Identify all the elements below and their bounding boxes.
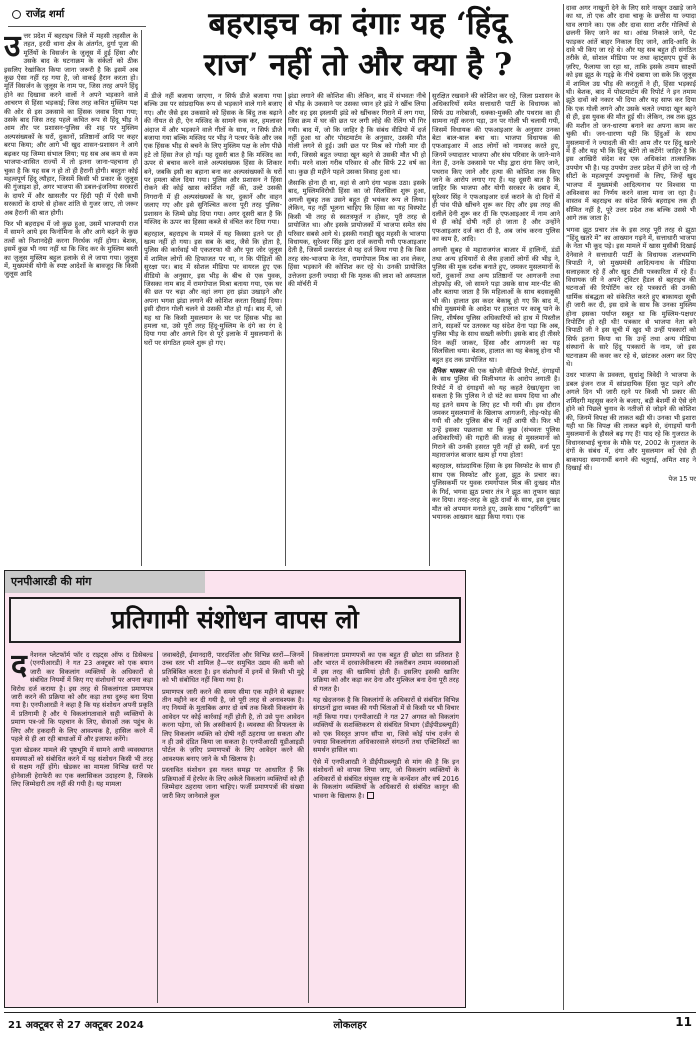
box-dropcap: द	[11, 651, 27, 683]
footer-rule	[4, 1012, 696, 1013]
article-col1-text: त्तर प्रदेश में बहराइच जिले में महसी तहसील के तहत, हरदी थाना क्षेत्र के अंतर्गत, दुर्गा पूजा की मूर्तियों के विसर्जन के जुलूस में हुई हिंसा और उसके बाद के घटनाक्रम के संकेतों को ठीक इसलिए रेखांकित किया जाना जरूरी है कि इसमें अब कुछ ऐसा नहीं रह गया है, जो वाकई हैरान करता हो। मूर्ति विसर्जन के जुलूस के नाम पर, जिस तरह अपने हिंदू होने का दिखावा करने वालों ने अपने भड़काने वाले आचरण से हिंसा भड़काई; जिस तरह कथित मुस्लिम पक्ष की ओर से इस उकसावे का हिंसक जवाब दिया गया; उसके बाद जिस तरह पहले कथित रूप से हिंदू भीड़ ने आम तौर पर प्रशासन-पुलिस की शह पर मुस्लिम अल्पसंख्यकों के घरों, दुकानों, प्रतिष्ठानों आदि पर कहर बरपा किया; और आगे भी खुद शासन-प्रशासन ने आगे बढ़कर यह जिम्मा संभाल लिया; यह सब अब कम से कम भाजपा-शासित राज्यों में तो इतना जाना-पहचाना हो चुका है कि यह सब न हो तो ही हैरानी होगी। बस्तुतः कोई महत्वपूर्ण हिंदू त्यौहार, जिसमें किसी भी प्रकार के जुलूस की गुंजाइश हो, अगर भाजपा की डबल-इंजनिया सरकारों के दायरे में और खासतौर पर हिंदी पट्टी में ऐसी सभी सरकारों के दायरे से होकर शांति से गुजर जाए, तो जरूर अब हैरानी की बात होगी।	[4, 32, 138, 217]
box-headline: प्रतिगामी संशोधन वापस लो	[9, 597, 461, 643]
column-rule-4	[563, 4, 564, 1010]
article-col4b-text: अगली सुबह से महाराजगंज बाजार में हालिनों, डंडों तथा अन्य हथियारों से लैस हजारों लोगों की भीड़ ने, पुलिस की मूक दर्शक बनाते हुए, जमकर मुसलमानों के घरों, दुकानों तथा अन्य प्रतिष्ठानों पर आगजनी तथा तोड़फोड़ की, जो सामने पड़ा उसके साथ मार-पीट की और बताया जाता है कि महिलाओं के साथ बदसलूकी भी की। हालात इस कदर बेकाबू हो गए कि बाद में, सीधे मुख्यमंत्री के आदेश पर हालात पर काबू पाने के लिए, शीर्षस्थ पुलिस अधिकारियों को हाथ में पिस्तौल ताने, सड़कों पर उतरकर यह संदेश देना पड़ा कि अब, पुलिस भीड़ के साथ सख्ती करेगी। इसके बाद ही तीसरे दिन कहीं जाकर, हिंसा और आगजनी का यह सिलसिला थमा। बेशक, हालात का यह बेकाबू होना भी बहुत हद तक प्रायोजित था।	[432, 246, 560, 364]
article-col2b-text: बहरहाल, बहराइच के मामले में यह किस्सा इतने पर ही खत्म नहीं हो गया। इस सब के बाद, जैसे कि होता है, पुलिस की कार्रवाई भी एकतरफा थी और पूरा जोर जुलूस में शामिल लोगों की हिफाजत पर था, न कि पीड़ितों की सुरक्षा पर। बाद में सोशल मीडिया पर वायरल हुए एक वीडियो के अनुसार, इस भीड़ के बीच से एक युवक, जिसका नाम बाद में रामगोपाल मिश्रा बताया गया, एक घर की छत पर चढ़ा और वहां लगा हरा झंडा उखाड़ने और अपना भगवा झंडा लगाने की कोशिश करता दिखाई दिया। इसी दौरान गोली चलने से उसकी मौत हो गई। बाद में, जो यह था कि किसी मुसलमान के घर पर हिंसक भीड़ का हमला था, उसे पूरी तरह हिंदू-मुस्लिम के दंगे का रंग दे दिया गया और अगले दिन से पूरे इलाके में मुसलमानों के घरों पर संगठित हमले शुरू हो गए।	[144, 229, 282, 347]
column-rule-2	[285, 92, 286, 566]
article-col1b-text: फिर भी बहराइच में जो कुछ हुआ, उसमें भाजपायी राज में सामने आये इस फिनॉमिना के और आगे बढ़ने के कुछ तत्वों को निशानदेही करना निरर्थक नहीं होगा। बेशक, इसमें कुछ भी नया नहीं था कि जिद कर के मुस्लिम बस्ती का जुलूस मुस्लिम बहुल इलाके से ले जाया गया। जुलूस में, मुख्यमंत्री योगी के स्पष्ट आदेशों के बावजूद कि किसी जुलूस आदि	[4, 219, 138, 279]
box-col2b-text: प्रमाणपत्र जारी करने की समय सीमा एक महीने से बढ़ाकर तीन महीने कर दी गयी है, जो पूरी तरह से अनावश्यक है। नए नियमों के मुताबिक अगर दो वर्ष तक किसी विकलांग के आवेदन पर कोई कार्रवाई नहीं होती है, तो उसे पुनः आवेदन करना पड़ेगा, जो कि अस्वीकार्य है। व्यवस्था की विफलता के लिए विकलांग व्यक्ति को दोषी नहीं ठहराया जा सकता और न ही उसे दंडित किया जा सकता है। एनपीआरडी यूडीआइडी पोर्टल के ज़रिए प्रमाणपत्रों के लिए आवेदन करने की आवश्यक बनाए जाने के भी खिलाफ है।	[162, 687, 304, 763]
source-name: दैनिक भास्कर	[432, 367, 466, 375]
publication-name: लोकलहर	[333, 1020, 367, 1031]
box-col3-text: विकलांगता प्रमाणपत्रों का एक बहुत ही छोटा सा प्रतिशत है और भारत में दरवाजेवीकरण की तकरीबन तमाम व्यवस्थाओं में इस तरह की खामियां होती हैं। इसलिए इसकी खातिर प्रक्रिया को और कड़ा कर देना और मुश्किल बना देना पूरी तरह से गलत है।	[313, 651, 459, 693]
box-rule-1	[157, 651, 158, 1003]
column-rule-3	[429, 92, 430, 566]
article-col5b-text: भगवा झूठ प्रचार तंत्र के इस तरह पूरी तरह से झूठा “हिंदू खतरे में” का आख्यान गढ़ने में, सत्ताधारी भाजपा के नेता भी कूद पड़े। इस मामले में खास मुसीबी दिखाई देनेवाले ने सत्ताधारी पार्टी के विधायक शलभमणि त्रिपाठी ने, जो मुख्यमंत्री आदित्यनाथ के मीडिया सलाहकार रहे हैं और खुद टीवी पत्रकारिता में रहे हैं। विधायक जी ने अपने ट्विटर हैंडल से बहराइच की घटनाओं की रिपोर्टिंग कर रहे पत्रकारों की उनकी धार्मिक संबद्धता को संकेतित करते हुए बाकायदा सूची ही जारी कर दी, इस दावे के साथ कि उनका मुस्लिम होना इसका पर्याप्त सबूत था कि मुस्लिम-पक्षधर रिपोर्टिंग हो रही थी! पत्रकार से भाजपा नेता बने त्रिपाठी जी ने इस सूची में खुद भी उन्हीं पत्रकारों को सिर्फ इतना किया था कि उन्हें तथा अन्य मीडिया संस्थानों के सारे हिंदू पत्रकारों के नाम, जो इस घटनाक्रम की कवर कर रहे थे, छांटकर अलग कर दिए थे।	[566, 225, 696, 369]
box-col2-text: जवाबदेही, ईमानदारी, पारदर्शिता और विभिन्न स्तरों—जिनमें उच्च स्तर भी शामिल है—पर समुचित उद्यम की कमी को प्रतिबिंबित करता है। इन संशोधनों में इनमें से किसी भी मुद्दे को भी संबोधित नहीं किया गया है।	[162, 651, 304, 685]
article-col2-text: में डीजे नहीं बजाया जाएगा, न सिर्फ डीजे बजाया गया बल्कि उस पर सांप्रदायिक रूप से भड़काने वाले गाने बजाए गए। और जैसे इस उकसावे को हिंसक के बिंदु तक बढ़ाने की नीयत से ही, ऐन मस्जिद के सामने रुक कर, हमलावर अंदाज में और भड़काने वाले गीतों के साथ, न सिर्फ डीजे बजाया गया बल्कि मस्जिद पर भीड़ ने पत्थर फेंके और जब एक हिंसक भीड़ से बचने के लिए मुस्लिम पक्ष के लोग पीछे हटे तो हिंसा तेज हो गई। यह दूसरी बात है कि मस्जिद का ऊपर से बचाव करने वाले अल्पसंख्यक हिंसा के शिकार बने, जबकि इसी का बहाना बना कर अल्पसंख्यकों के घरों पर हमला बोल दिया गया। पुलिस और प्रशासन ने हिंसा रोकने की कोई खास कोशिश नहीं की, उल्टे उसकी निगरानी में ही अल्पसंख्यकों के घर, दुकानें और वाहन जलाए गए और इसे सुनिश्चित करना पूरी तरह पुलिस-प्रशासन के जिम्मे छोड़ दिया गया। अगर दूसरी बात है कि मस्जिद के ऊपर का हिस्सा कब्जे से वंचित कर दिया गया।	[144, 92, 282, 227]
box-col2c-text: प्रस्तावित संशोधन इस गलत समझ पर आधारित हैं कि प्रक्रियाओं में हेरफेर के लिए अकेले विकलांग व्यक्तियों को ही जिम्मेदार ठहराया जाना चाहिए। फर्जी प्रमाणपत्रों की संख्या जारी किए जानेवाले कुल	[162, 766, 304, 800]
article-col3-text: झंडा लगाने की कोशिश की। लेकिन, बाद में संभवतः नीचे से भीड़ के उकसाने पर उसका ध्यान हरे झंडे ने खींच लिया और वह इस इस्लामी झंडे को खींचकर गिराने में लग गया, जिस क्रम में घर की छत पर लगी लोहे की रेलिंग भी गिर गयी। बाद में, जो कि जाहिर है कि संबंध वीडियो में दर्ज नहीं हुआ था और पोस्टमार्टम के अनुसार, उसकी मौत गोली लगने से हुई। उसी छत पर मिश्र को गोली मार दी गयी, जिससे बहुत ज्यादा खून बहने से उसकी मौत भी हो गयी। मरने वाला गरीब परिवार से और सिर्फ 22 वर्ष का था। कुछ ही महीने पहले उसका विवाह हुआ था।	[288, 92, 426, 176]
page-number: 11	[675, 1015, 692, 1029]
box-column-3	[313, 651, 459, 1003]
article-dropcap: उ	[4, 32, 21, 64]
box-col3b-text: यह खेदजनक है कि विकलांगों के अधिकारों से संबंधित विभिन्न संगठनों द्वारा व्यक्त की गयी चिंताओं में से किसी पर भी विचार नहीं किया गया। एनपीआरडी ने गत 27 अगस्त को विकलांग व्यक्तियों के सशक्तिकरण से संबंधित विभाग (डीईपीडब्ल्यूडी) को एक विस्तृत ज्ञापन सौंपा था, जिसे कोई पांच दर्जन से ज्यादा विकलांगता अधिकारवाले संगठनों तथा एक्टिविस्टों का समर्थन हासिल था।	[313, 696, 459, 755]
article-col3b-text: जैसाकि होना ही था, वहां से आगे दंगा भड़क उठा। इसके बाद, मुस्लिमविरोधी हिंसा का जो सिलसिला शुरू हुआ, अगली सुबह तक उसने बहुत ही भयंकर रूप ले लिया। लेकिन, यह नहीं भूलना चाहिए कि हिंसा का यह विस्फोट किसी भी तरह से स्वतःस्फूर्त न होकर, पूरी तरह से प्रायोजित था। और इसके प्रायोजकों में भाजपा समेत संघ परिवार सबसे आगे थे। इसकी गवाही खुद महसी के भाजपा विधायक, सुरेश्वर सिंह द्वारा दर्ज करायी गयी एफआइआर देती है, जिसमें प्रकारांतर से यह दर्ज किया गया है कि किस तरह संघ-भाजपा के नेता, रामगोपाल मिश्र का शव लेकर, हिंसा भड़काने की कोशिश कर रहे थे। उनकी प्रायोजित उत्तेजना इतनी ज्यादा थी कि मृतक की लाश को अस्पताल की मॉर्चरी में	[288, 179, 426, 288]
byline-underline	[8, 26, 146, 27]
box-tab: एनपीआरडी की मांग	[5, 571, 205, 593]
article-column-1	[4, 32, 138, 566]
article-col4d-text: बहरहाल, सांप्रदायिक हिंसा के इस विस्फोट के साथ ही साथ एक विस्फोट और हुआ, झूठ के प्रचार का। पुलिसकर्मी पर युवक रामगोपाल मिश्र की दुःखद मौत के गिर्द, भगवा झूठ प्रचार तंत्र ने झूठ का तूफान खड़ा कर दिया। तरह-तरह के झूठे दावों के साथ, इस दुःखद मौत को अपमान मनाते हुए, उसके साथ “दरिंदगी” का भयानक आख्यान खड़ा किया गया। एक	[432, 462, 560, 521]
headline-line-1: बहराइच का दंगाः यह ‘हिंदू	[208, 6, 508, 42]
author-name: राजेंद्र शर्मा	[26, 9, 65, 20]
issue-date: 21 अक्टूबर से 27 अक्टूबर 2024	[8, 1020, 144, 1031]
box-column-2	[162, 651, 304, 1003]
article-column-5	[566, 4, 696, 1008]
headline-line-2: राज’ नहीं तो और क्या है ?	[203, 47, 513, 83]
article-col4-text: सुरक्षित रखवाने की कोशिश कर रहे, जिला प्रशासन के अधिकारियों समेत सत्ताधारी पार्टी के विधायक को सिर्फ उग्र नारेबाजी, धक्का-मुक्की और पथराव का ही सामना नहीं करना पड़ा, उन पर गोली भी चलायी गयी, जिसमें विधायक की एफआइआर के अनुसार उनका बेटा बाल-बाल बचा था। भाजपा विधायक की एफआइआर में आठ लोगों को नामजद करते हुए, जिनमें ज्यादातर भाजपा और संघ परिवार के जाने-माने नेता हैं, उनके उकसावे पर भीड़ द्वारा दंगा किए जाने, पथराव किए जाने और हत्या की कोशिश तक किए जाने के आरोप लगाए गए हैं। यह दूसरी बात है कि जाहिर कि भाजपा और योगी सरकार के दबाव में, सुरेश्वर सिंह ने एफआइआर दर्ज कराने के दो दिनों में ही पांव पीछे खींचने शुरू कर दिए और इस तरह की दलीलें देनी शुरू कर दीं कि एफआइआर में नाम आने से ही कोई दोषी नहीं हो जाता है और उन्होंने एफआइआर दर्ज करा दी है, अब जांच करना पुलिस का काम है, आदि।	[432, 92, 560, 243]
article-col5-text: दावा अगर नाखूनों देने के लिए सारे नाखून उखाड़े जाने का था, तो एक और दावा चाकू के छत्तीस या ज्यादा घाव लगाने का। एक और दावा सारा शरीर गोलियों से छलनी किए जाने का था। आंख निकाले जाने, पेट फाड़कर आंतें बाहर निकाल दिए जाने, आदि-आदि के दावे भी किए जा रहे थे। और यह सब बहुत ही संगठित तरीके से, सोशल मीडिया पर तथा व्हाट्सएप ग्रुपों के ज़रिए, फैलाया जा रहा था, ताकि इसके तमाम साक्ष्यों को इस झूठ के गड्ढ़े के नीचे दबाया जा सके कि जुलूस में शामिल उग्र भीड़ की करतूतों ने ही, हिंसा भड़काई थी। बेशक, बाद में पोस्टमार्टम की रिपोर्ट ने इन तमाम झूठे दावों को नकार भी दिया और यह साफ कर दिया कि एक गोली लगने और उसके चलते ज्यादा खून बहने से ही, इस युवक की मौत हुई थी। लेकिन, तब तक झूठ की मशीन तो जन-धारणा बनाने का अपना काम कर चुकी थी। जन-धारणा यही कि हिंदुओं के साथ मुसलमानों ने ज्यादती की थी! आम तौर पर हिंदू खतरे में हैं और यह भी कि हिंदू बंटेंगे तो कटेंगे! जाहिर है कि इस आखिरी संदेश का एक अधिकांश तात्कालिक उपयोग भी है। यह उपयोग उत्तर प्रदेश में होने जा रहे नौ सीटों के महत्वपूर्ण उपचुनावों के लिए, जिन्हें खुद भाजपा में मुख्यमंत्री आदित्यनाथ पर विश्वास या अविश्वास का निर्णय करने वाला माना जा रहा है। वास्तव में बहराइच का संदेश सिर्फ बहराइच तक ही सीमित नहीं है, पूरे उत्तर प्रदेश तक बल्कि उससे भी आगे तक जाता है।	[566, 4, 696, 223]
box-column-1	[11, 651, 153, 1003]
article-column-2	[144, 92, 282, 566]
article-col4c-text: की एक खोजी वीडियो रिपोर्ट, दंगाइयों के साथ पुलिस की मिलीभगत के आरोप लगाती है। रिपोर्ट में दो दंगाइयों को यह कहते देखा/सुना जा सकता है कि पुलिस ने दो घंटे का समय दिया था और यह इतने समय के लिए हट भी गयी थी। इस दौरान जमकर मुसलमानों के खिलाफ आगजनी, तोड़-फोड़ की गयी थी और पुलिस बीच में नहीं आयी थी। फिर भी उन्हें इसका पछतावा था कि कुछ (संभवतः पुलिस अधिकारियों) की गद्दारी की वजह से मुसलमानों को गिराने की उनकी हसरत पूरी नहीं हो सकी, वर्ना पूरा महाराजगंज बाजार खत्म हो गया होता!	[432, 367, 560, 460]
box-col1-text: नेशनल प्लेटफॉर्म फॉर द राइट्स ऑफ द डिसेबल्ड (एनपीआरडी) ने गत 23 अक्टूबर को एक बयान जारी कर विकलांग व्यक्तियों के अधिकारों से संबंधित नियमों में किए गए संशोधनों पर अपना कड़ा विरोध दर्ज कराया है। इस तरह से विकलांगता प्रमाणपत्र जारी करने की प्रक्रिया को और कड़ा तथा दुरूह बना दिया गया है। एनपीआरडी ने कहा है कि यह संशोधन अपनी प्रकृति में प्रतिगामी है और ये विकलांगतावाले सही व्यक्तियों के प्रमाण पत्र-जो कि पहचान के लिए, सेवाओं तक पहुंच के लिए और हकदारी के लिए आवश्यक है, हासिल करने में पहले से ही आ रही बाधाओं में और इजाफा करेंगे।	[11, 651, 153, 744]
end-mark-icon	[367, 792, 374, 799]
nprd-box	[4, 570, 466, 1008]
article-column-3	[288, 92, 426, 566]
box-col1b-text: पूजा खेडकर मामले की पृष्ठभूमि में सामने आयी व्यवस्थागत समस्याओं को संबोधित करने में यह संशोधन किसी भी तरह से सक्षम नहीं होंगे। खेडकर का मामला विभिन्न स्तरों पर होनेवाली हेराफेरी का एक क्लासिकल उदाहरण है, जिसके लिए जिम्मेदारी तय नहीं की गयी है। यह मामला	[11, 746, 153, 789]
box-col3c-text: ऐसे में एनपीआरडी ने डीईपीडब्ल्यूडी से मांग की है कि इन संशोधनों को वापस लिया जाए, जो विकलांग व्यक्तियों के अधिकारों से संबंधित संयुक्त राष्ट्र के कन्वेंशन और वर्ष 2016 के विकलांग व्यक्तियों के अधिकारों से संबंधित कानून की भावना के खिलाफ है।	[313, 757, 459, 800]
byline-circle-icon	[12, 10, 21, 19]
article-col5c-text: उधर भाजपा के प्रवक्ता, सुधांशु त्रिवेदी ने भाजपा के डबल इंजन राज में सांप्रदायिक हिंसा फूट पड़ने और अगले दिन भी जारी रहने पर किसी भी प्रकार की शर्मिंदगी महसूस करने के बजाए, बड़ी बेशर्मी से ऐसे दंगे होने को पिछले चुनाव के नतीजों से जोड़ने की कोशिश की, जिनमें विपक्ष की ताकत बढ़ी थी। उनका भी इशारा यही था कि विपक्ष की ताकत बढ़ने से, दंगाइयों यानी मुसलमानों के हौसले बढ़ गए हैं! याद रहे कि गुजरात के विधानसभाई चुनाव के मौके पर, 2002 के गुजरात के दंगों के संबंध में, दंगा और मुसलमान को ऐसे ही बाकायदा समानार्थी बनाने की चतुराई, अमित शाह ने दिखाई थी।	[566, 371, 696, 472]
box-rule-2	[308, 651, 309, 1003]
byline	[8, 6, 146, 24]
page-headline	[156, 4, 560, 86]
column-rule-1	[141, 30, 142, 566]
continued-note: पेज 15 पर	[668, 475, 696, 484]
